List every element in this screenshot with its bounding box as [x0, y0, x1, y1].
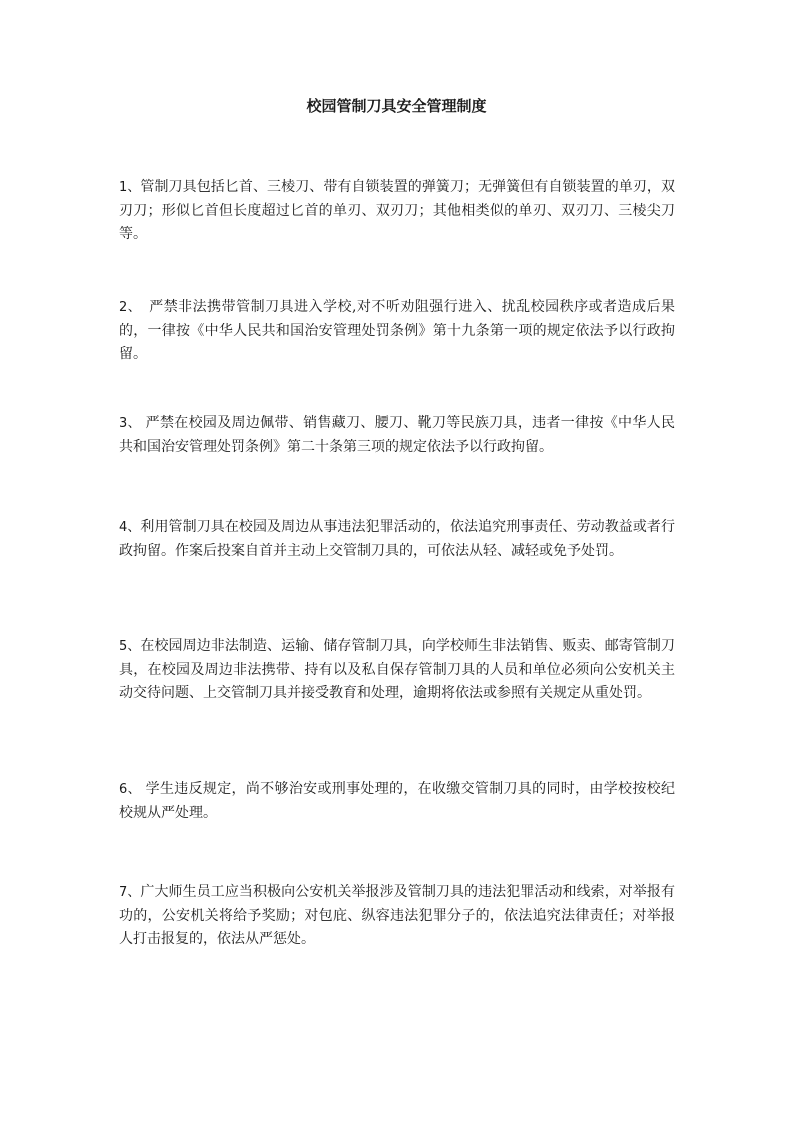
rule-paragraph-6: [119, 778, 675, 825]
rule-text: 广大师生员工应当积极向公安机关举报涉及管制刀具的违法犯罪活动和线索，对举报有功的，公安机关将给予奖励；对包庇、纵容违法犯罪分子的，依法追究法律责任；对举报人打击报复的，依法从严惩处。: [119, 884, 675, 947]
rule-number: 5、: [119, 639, 141, 654]
rule-text: 严禁非法携带管制刀具进入学校,对不听劝阻强行进入、扰乱校园秩序或者造成后果的，一律按《中华人民共和国治安管理处罚条例》第十九条第一项的规定依法予以行政拘留。: [119, 299, 675, 362]
rule-paragraph-5: [119, 635, 675, 706]
rule-paragraph-4: [119, 516, 675, 563]
rule-number: 2、: [119, 300, 135, 315]
page-title: 校园管制刀具安全管理制度: [306, 97, 487, 115]
rule-paragraph-3: [119, 412, 675, 459]
rule-number: 4、: [119, 520, 141, 535]
rule-text: 学生违反规定，尚不够治安或刑事处理的，在收缴交管制刀具的同时，由学校按校纪校规从严处理。: [119, 781, 675, 821]
rule-text: 严禁在校园及周边佩带、销售藏刀、腰刀、靴刀等民族刀具，违者一律按《中华人民共和国治安管理处罚条例》第二十条第三项的规定依法予以行政拘留。: [119, 415, 675, 455]
rule-text: 管制刀具包括匕首、三棱刀、带有自锁装置的弹簧刀；无弹簧但有自锁装置的单刃，双刃刀；形似匕首但长度超过匕首的单刃、双刃刀；其他相类似的单刃、双刃刀、三棱尖刀等。: [119, 179, 675, 242]
rule-paragraph-1: [119, 176, 675, 247]
rule-number: 6、: [119, 782, 141, 797]
rule-text: 在校园周边非法制造、运输、储存管制刀具，向学校师生非法销售、贩卖、邮寄管制刀具，在校园及周边非法携带、持有以及私自保存管制刀具的人员和单位必须向公安机关主动交待问题、上交管制刀具并接受教育和处理，逾期将依法或参照有关规定从重处罚。: [119, 638, 675, 701]
rule-number: 1、: [119, 180, 141, 195]
rule-text: 利用管制刀具在校园及周边从事违法犯罪活动的，依法追究刑事责任、劳动教益或者行政拘留。作案后投案自首并主动上交管制刀具的，可依法从轻、减轻或免予处罚。: [119, 519, 675, 559]
rule-number: 3、: [119, 416, 141, 431]
rule-paragraph-2: [119, 296, 675, 367]
rule-paragraph-7: [119, 881, 675, 952]
rule-number: 7、: [119, 885, 141, 900]
